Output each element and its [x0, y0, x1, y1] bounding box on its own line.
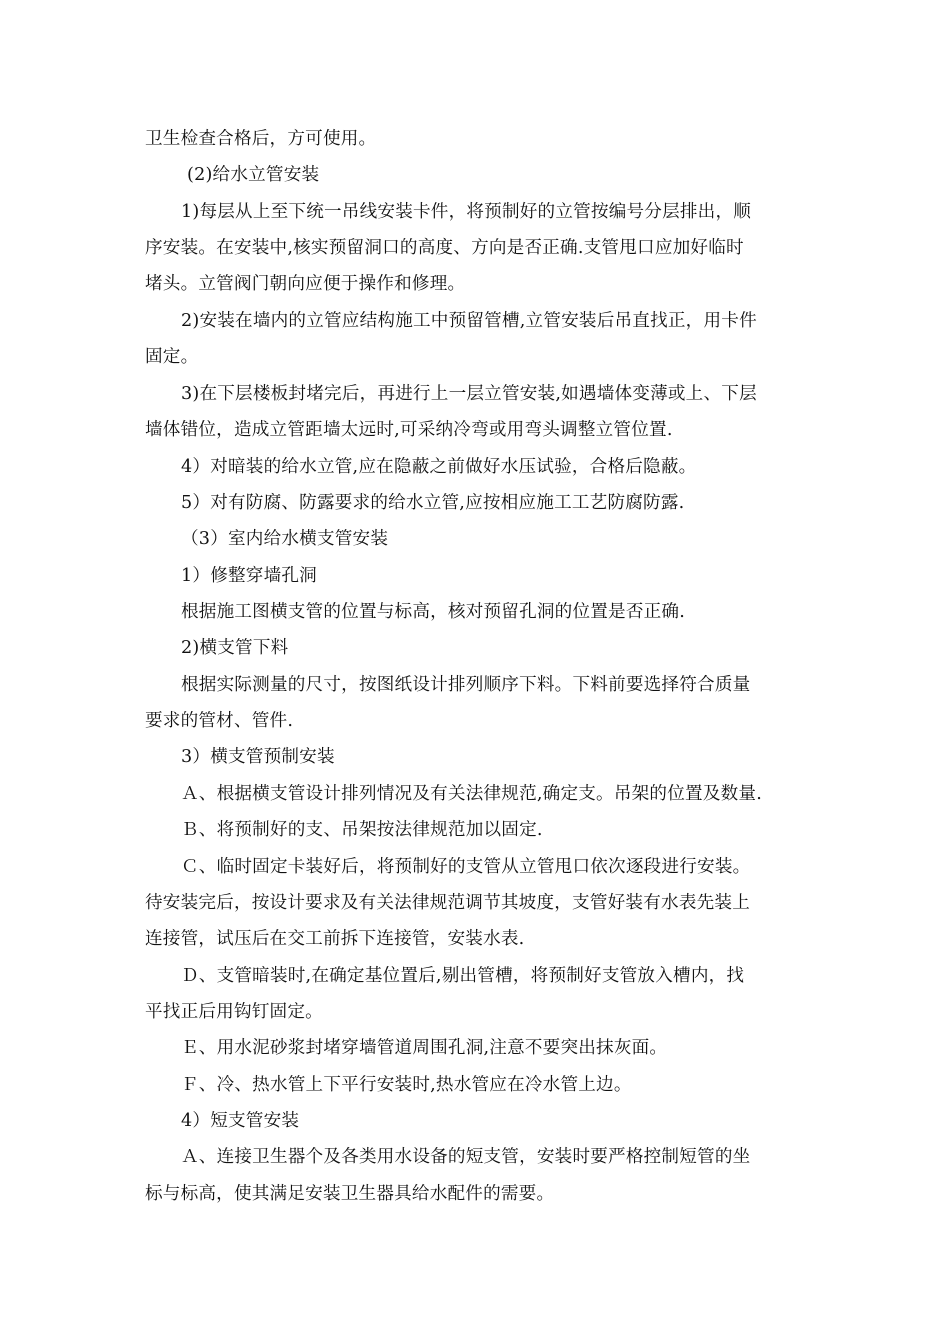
- text-line: 卫生检查合格后，方可使用。: [145, 129, 377, 149]
- text-line: Ｂ、将预制好的支、吊架按法律规范加以固定.: [181, 820, 543, 840]
- text-line: Ｃ、临时固定卡装好后，将预制好的支管从立管甩口依次逐段进行安装。: [181, 857, 751, 877]
- text-line: 固定。: [145, 347, 199, 367]
- text-line: Ｅ、用水泥砂浆封堵穿墙管道周围孔洞,注意不要突出抹灰面。: [181, 1038, 668, 1058]
- text-line: 待安装完后，按设计要求及有关法律规范调节其坡度，支管好装有水表先装上: [145, 893, 750, 913]
- text-line: Ｄ、支管暗装时,在确定基位置后,剔出管槽，将预制好支管放入槽内，找: [181, 966, 745, 986]
- text-line: Ｆ、冷、热水管上下平行安装时,热水管应在冷水管上边。: [181, 1075, 632, 1095]
- subsection-heading: 2)横支管下料: [181, 638, 289, 658]
- text-line: 根据实际测量的尺寸，按图纸设计排列顺序下料。下料前要选择符合质量: [181, 675, 751, 695]
- section-heading: （3）室内给水横支管安装: [181, 529, 389, 549]
- subsection-heading: 4）短支管安装: [181, 1111, 300, 1131]
- text-line: 连接管，试压后在交工前拆下连接管，安装水表.: [145, 929, 525, 949]
- text-line: 序安装。在安装中,核实预留洞口的高度、方向是否正确.支管甩口应加好临时: [145, 238, 744, 258]
- subsection-heading: 3）横支管预制安装: [181, 747, 335, 767]
- text-line: 墙体错位，造成立管距墙太远时,可采纳冷弯或用弯头调整立管位置.: [145, 420, 673, 440]
- text-line: Ａ、根据横支管设计排列情况及有关法律规范,确定支。吊架的位置及数量.: [181, 784, 762, 804]
- text-line: 3)在下层楼板封堵完后，再进行上一层立管安装,如遇墙体变薄或上、下层: [181, 384, 757, 404]
- text-line: 堵头。立管阀门朝向应便于操作和修理。: [145, 274, 466, 294]
- text-line: 4）对暗装的给水立管,应在隐蔽之前做好水压试验，合格后隐蔽。: [181, 457, 697, 477]
- text-line: 1)每层从上至下统一吊线安装卡件，将预制好的立管按编号分层排出，顺: [181, 202, 752, 222]
- text-line: 根据施工图横支管的位置与标高，核对预留孔洞的位置是否正确.: [181, 602, 686, 622]
- text-line: 标与标高，使其满足安装卫生器具给水配件的需要。: [145, 1184, 555, 1204]
- subsection-heading: 1）修整穿墙孔洞: [181, 566, 317, 586]
- text-line: 2)安装在墙内的立管应结构施工中预留管槽,立管安装后吊直找正，用卡件: [181, 311, 757, 331]
- text-line: 平找正后用钩钉固定。: [145, 1002, 323, 1022]
- text-line: 要求的管材、管件.: [145, 711, 294, 731]
- section-heading: (2)给水立管安装: [187, 165, 320, 185]
- text-line: Ａ、连接卫生器个及各类用水设备的短支管，安装时要严格控制短管的坐: [181, 1147, 751, 1167]
- text-line: 5）对有防腐、防露要求的给水立管,应按相应施工工艺防腐防露.: [181, 493, 685, 513]
